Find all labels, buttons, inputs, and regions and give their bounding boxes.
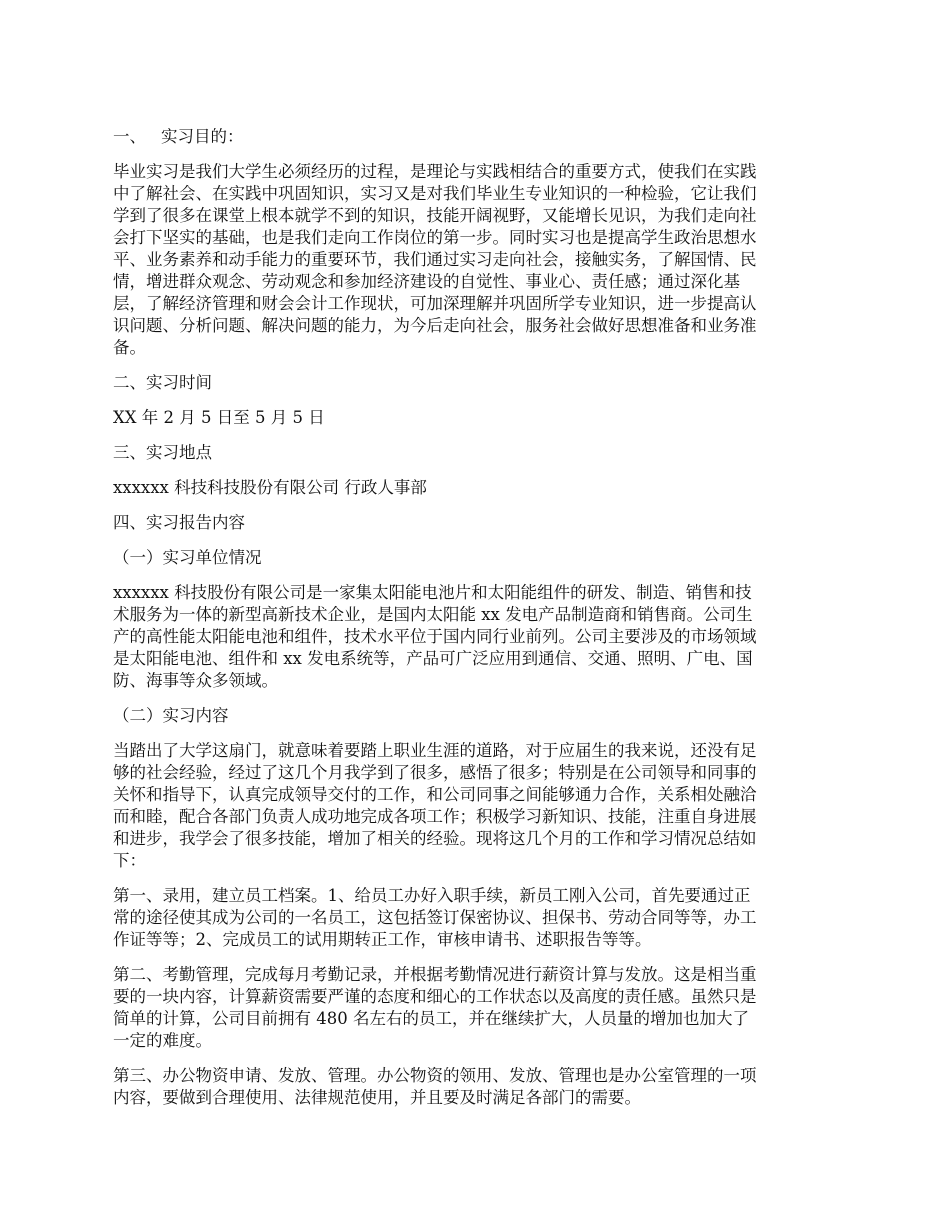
paragraph-line: 要的一块内容，计算薪资需要严谨的态度和细心的工作状态以及高度的责任感。虽然只是 <box>113 987 757 1006</box>
paragraph-line: 一定的难度。 <box>113 1031 212 1050</box>
paragraph-second-task <box>113 964 838 1052</box>
paragraph-line: 毕业实习是我们大学生必须经历的过程，是理论与实践相结合的重要方式，使我们在实践 <box>113 162 757 181</box>
paragraph-line: 平、业务素养和动手能力的重要环节，我们通过实习走向社会，接触实务，了解国情、民 <box>113 250 757 269</box>
paragraph-time: XX 年 2 月 5 日至 5 月 5 日 <box>113 408 325 427</box>
paragraph-line: 第一、录用，建立员工档案。1、给员工办好入职手续，新员工刚入公司，首先要通过正 <box>113 886 751 905</box>
paragraph-line: 术服务为一体的新型高新技术企业，是国内太阳能 xx 发电产品制造商和销售商。公司生 <box>113 605 753 624</box>
paragraph-line: 防、海事等众多领域。 <box>113 671 278 690</box>
paragraph-line: 学到了很多在课堂上根本就学不到的知识，技能开阔视野，又能增长见识，为我们走向社 <box>113 206 757 225</box>
paragraph-line: 情，增进群众观念、劳动观念和参加经济建设的自觉性、事业心、责任感；通过深化基 <box>113 272 740 291</box>
section-heading-location: 三、实习地点 <box>113 443 212 462</box>
paragraph-purpose <box>113 161 838 359</box>
paragraph-line: 常的途径使其成为公司的一名员工，这包括签订保密协议、担保书、劳动合同等等，办工 <box>113 908 757 927</box>
paragraph-first-task <box>113 885 838 951</box>
paragraph-line: 层，了解经济管理和财会会计工作现状，可加深理解并巩固所学专业知识，进一步提高认 <box>113 294 757 313</box>
paragraph-line: 识问题、分析问题、解决问题的能力，为今后走向社会，服务社会做好思想准备和业务准 <box>113 316 757 335</box>
paragraph-location: xxxxxx 科技科技股份有限公司 行政人事部 <box>113 478 427 497</box>
subsection-heading-company: （一）实习单位情况 <box>113 548 262 567</box>
paragraph-line: 内容，要做到合理使用、法律规范使用，并且要及时满足各部门的需要。 <box>113 1088 641 1107</box>
paragraph-line: 简单的计算，公司目前拥有 480 名左右的员工，并在继续扩大，人员量的增加也加大了 <box>113 1009 749 1028</box>
paragraph-line: 是太阳能电池、组件和 xx 发电系统等，产品可广泛应用到通信、交通、照明、广电、国 <box>113 649 753 668</box>
paragraph-line: 当踏出了大学这扇门，就意味着要踏上职业生涯的道路，对于应届生的我来说，还没有足 <box>113 741 757 760</box>
section-heading-report-content: 四、实习报告内容 <box>113 513 245 532</box>
paragraph-intro <box>113 740 838 872</box>
paragraph-line: 而和睦，配合各部门负责人成功地完成各项工作；积极学习新知识、技能，注重自身进展 <box>113 807 757 826</box>
paragraph-line: 关怀和指导下，认真完成领导交付的工作，和公司同事之间能够通力合作，关系相处融洽 <box>113 785 757 804</box>
heading-number: 一、 <box>113 127 146 146</box>
paragraph-line: 下： <box>113 851 146 870</box>
paragraph-third-task <box>113 1065 838 1109</box>
paragraph-line: 第二、考勤管理，完成每月考勤记录，并根据考勤情况进行薪资计算与发放。这是相当重 <box>113 965 757 984</box>
paragraph-line: 和进步，我学会了很多技能，增加了相关的经验。现将这几个月的工作和学习情况总结如 <box>113 829 757 848</box>
heading-text: 实习目的： <box>161 127 244 146</box>
section-heading-time: 二、实习时间 <box>113 373 212 392</box>
paragraph-company <box>113 582 838 692</box>
document-page <box>113 126 838 1122</box>
paragraph-line: 作证等等；2、完成员工的试用期转正工作，审核申请书、述职报告等等。 <box>113 930 652 949</box>
paragraph-line: 会打下坚实的基础，也是我们走向工作岗位的第一步。同时实习也是提高学生政治思想水 <box>113 228 757 247</box>
section-heading-purpose <box>113 126 838 148</box>
paragraph-line: 够的社会经验，经过了这几个月我学到了很多，感悟了很多；特别是在公司领导和同事的 <box>113 763 757 782</box>
paragraph-line: xxxxxx 科技股份有限公司是一家集太阳能电池片和太阳能组件的研发、制造、销售和技 <box>113 583 752 602</box>
paragraph-line: 中了解社会、在实践中巩固知识，实习又是对我们毕业生专业知识的一种检验，它让我们 <box>113 184 757 203</box>
paragraph-line: 备。 <box>113 338 146 357</box>
paragraph-line: 第三、办公物资申请、发放、管理。办公物资的领用、发放、管理也是办公室管理的一项 <box>113 1066 757 1085</box>
subsection-heading-content: （二）实习内容 <box>113 706 229 725</box>
paragraph-line: 产的高性能太阳能电池和组件，技术水平位于国内同行业前列。公司主要涉及的市场领域 <box>113 627 757 646</box>
